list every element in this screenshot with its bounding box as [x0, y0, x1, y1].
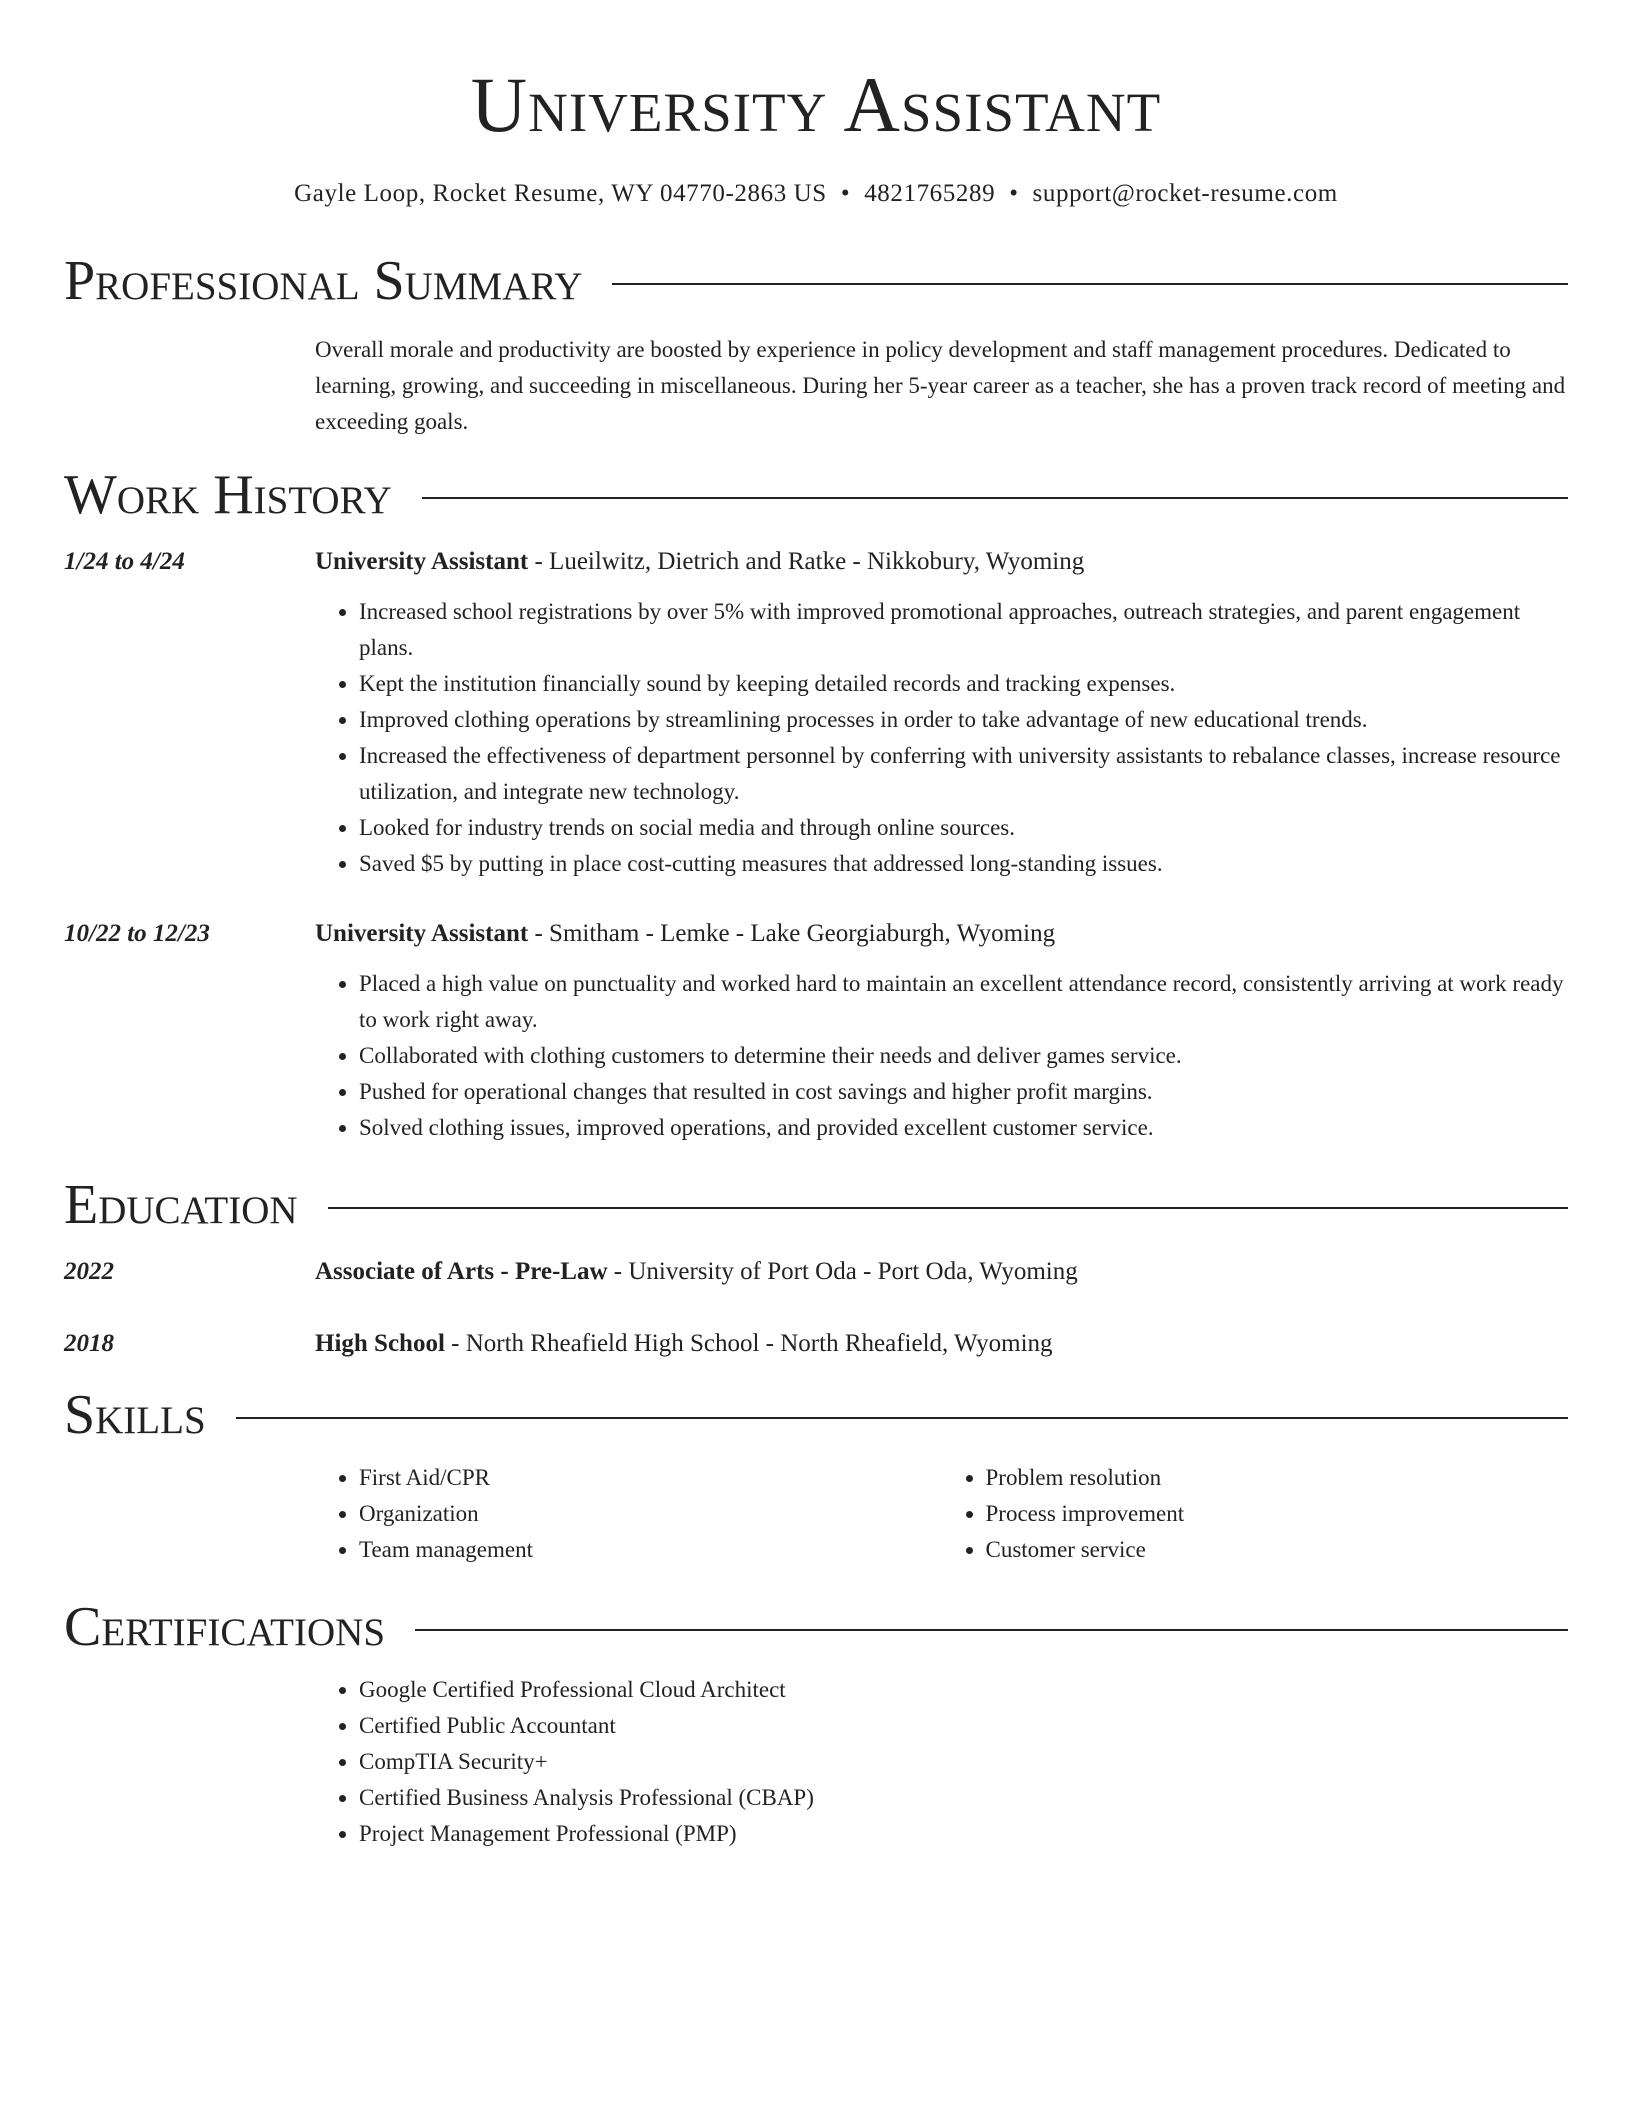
summary-section-title: Professional Summary: [64, 250, 583, 312]
education-year: 2018: [64, 1330, 114, 1357]
section-divider: [328, 1207, 1568, 1209]
list-item: • Kept the institution financially sound by keeping detailed records and tracking expenses.: [359, 666, 1568, 702]
job-body: [315, 544, 1568, 882]
job-entry: [64, 544, 1568, 882]
job-title: University Assistant: [315, 920, 529, 947]
contact-separator: •: [1009, 180, 1019, 207]
skills-column-right: [942, 1460, 1569, 1568]
education-degree: High School: [315, 1330, 445, 1357]
list-item: • Team management: [359, 1532, 942, 1568]
contact-separator: •: [840, 180, 851, 207]
education-entry: [64, 1326, 1568, 1362]
list-item: • Collaborated with clothing customers to determine their needs and deliver games service.: [359, 1038, 1568, 1074]
list-item: • Project Management Professional (PMP): [359, 1816, 1568, 1852]
list-item: • Placed a high value on punctuality and worked hard to maintain an excellent attendance record, consistently arriving at work ready to work right away.: [359, 966, 1568, 1038]
education-section-title: Education: [64, 1174, 298, 1236]
job-heading: [315, 916, 1568, 952]
education-year: 2022: [64, 1258, 114, 1285]
list-item: • Increased school registrations by over 5% with improved promotional approaches, outreach strategies, and parent engagement plans.: [359, 594, 1568, 666]
certifications-list: [315, 1672, 1568, 1852]
job-entry: [64, 916, 1568, 1146]
list-item: • Organization: [359, 1496, 942, 1532]
resume-page: [64, 0, 1568, 1852]
education-degree: Associate of Arts - Pre-Law: [315, 1258, 608, 1285]
contact-email[interactable]: support@rocket-resume.com: [1032, 180, 1338, 207]
contact-address: Gayle Loop, Rocket Resume, WY 04770-2863 US: [294, 180, 827, 207]
section-divider: [422, 497, 1568, 499]
skills-section-header: [64, 1384, 1568, 1446]
section-divider: [415, 1629, 1568, 1631]
list-item: • Problem resolution: [986, 1460, 1569, 1496]
education-details: - North Rheafield High School - North Rheafield, Wyoming: [444, 1330, 1053, 1357]
education-details: - University of Port Oda - Port Oda, Wyoming: [607, 1258, 1078, 1285]
job-dates: 1/24 to 4/24: [64, 548, 185, 575]
section-divider: [612, 283, 1568, 285]
list-item: • CompTIA Security+: [359, 1744, 1568, 1780]
certifications-section-header: [64, 1596, 1568, 1658]
skills-section-title: Skills: [64, 1384, 206, 1446]
certifications-bullets: [315, 1672, 1568, 1852]
education-body: [315, 1326, 1568, 1362]
certifications-section-title: Certifications: [64, 1596, 386, 1658]
skills-column-left: [315, 1460, 942, 1568]
list-item: • Increased the effectiveness of department personnel by conferring with university assistants to rebalance classes, increase resource utilization, and integrate new technology.: [359, 738, 1568, 810]
job-bullets: [315, 594, 1568, 882]
job-heading: [315, 544, 1568, 580]
job-details: - Smitham - Lemke - Lake Georgiaburgh, Wyoming: [528, 920, 1056, 947]
education-entry: [64, 1254, 1568, 1290]
work-section-header: [64, 464, 1568, 526]
list-item: • Solved clothing issues, improved operations, and provided excellent customer service.: [359, 1110, 1568, 1146]
education-section-header: [64, 1174, 1568, 1236]
list-item: • Process improvement: [986, 1496, 1569, 1532]
contact-phone: 4821765289: [864, 180, 996, 207]
list-item: • Improved clothing operations by streamlining processes in order to take advantage of new educational trends.: [359, 702, 1568, 738]
summary-section-header: [64, 250, 1568, 312]
list-item: • Certified Business Analysis Professional (CBAP): [359, 1780, 1568, 1816]
list-item: • Pushed for operational changes that resulted in cost savings and higher profit margins.: [359, 1074, 1568, 1110]
list-item: • Certified Public Accountant: [359, 1708, 1568, 1744]
list-item: • Looked for industry trends on social media and through online sources.: [359, 810, 1568, 846]
education-body: [315, 1254, 1568, 1290]
job-details: - Lueilwitz, Dietrich and Ratke - Nikkobury, Wyoming: [528, 548, 1085, 575]
candidate-name: University Assistant: [470, 61, 1162, 148]
job-bullets: [315, 966, 1568, 1146]
contact-line: [64, 178, 1568, 210]
job-title: University Assistant: [315, 548, 529, 575]
list-item: • Saved $5 by putting in place cost-cutting measures that addressed long-standing issues.: [359, 846, 1568, 882]
list-item: • Customer service: [986, 1532, 1569, 1568]
list-item: • Google Certified Professional Cloud Architect: [359, 1672, 1568, 1708]
skills-grid: [315, 1460, 1568, 1568]
job-body: [315, 916, 1568, 1146]
section-divider: [236, 1417, 1568, 1419]
job-dates: 10/22 to 12/23: [64, 920, 210, 947]
list-item: • First Aid/CPR: [359, 1460, 942, 1496]
summary-text: Overall morale and productivity are boosted by experience in policy development and staff management procedures. Dedicated to learning, growing, and succeeding in miscellaneous. During her 5-year career as a teacher, she has a proven track record of meeting and exceeding goals.: [315, 337, 1566, 434]
work-section-title: Work History: [64, 464, 392, 526]
